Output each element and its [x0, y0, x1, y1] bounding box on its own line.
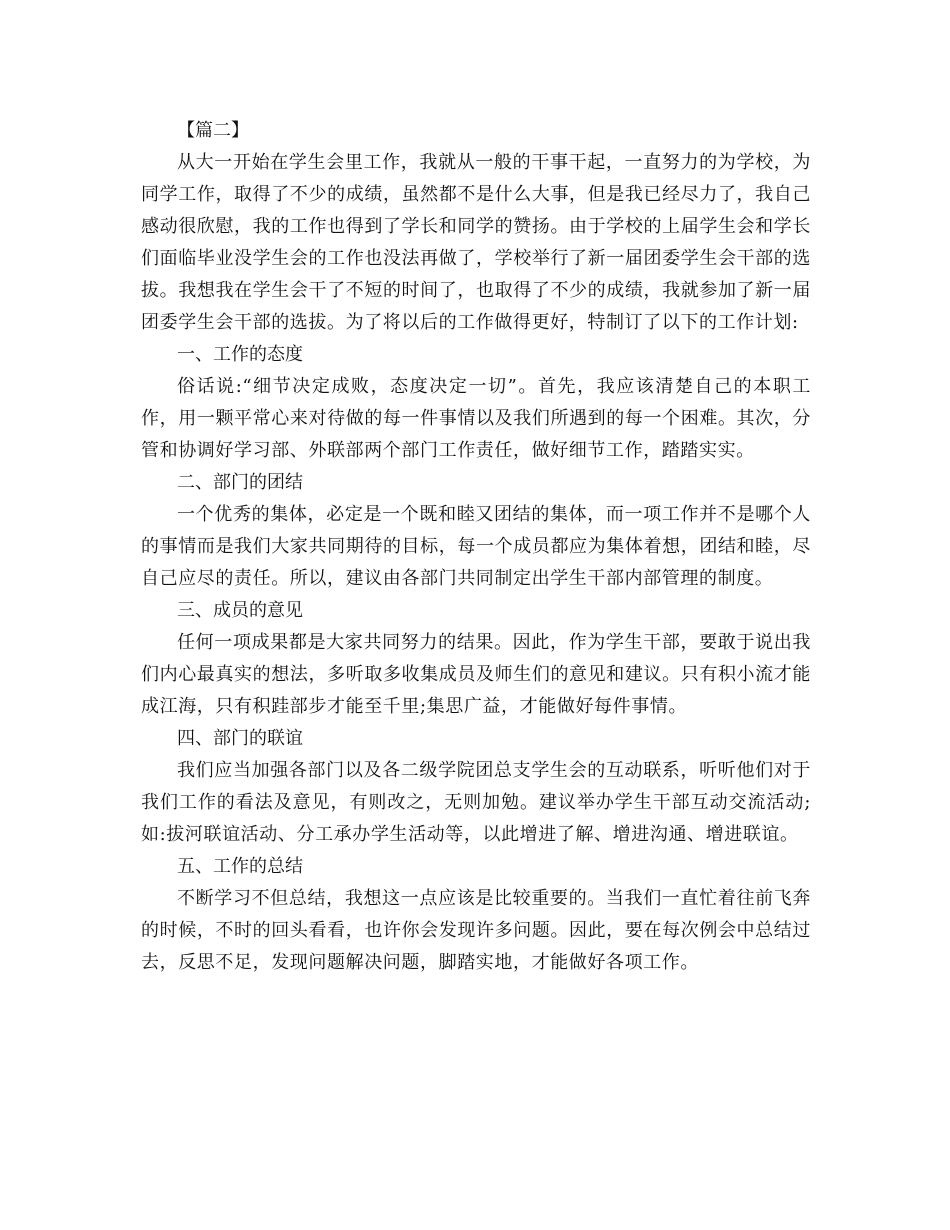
paragraph-liaison: 我们应当加强各部门以及各二级学院团总支学生会的互动联系，听听他们对于我们工作的看法及意见，有则改之，无则加勉。建议举办学生干部互动交流活动;如:拔河联谊活动、分工承办学生活动等，以此增进了解、增进沟通、增进联谊。	[141, 760, 811, 845]
heading-unity: 二、部门的团结	[177, 472, 303, 493]
document-page	[141, 115, 811, 979]
heading-opinions: 三、成员的意见	[177, 600, 303, 621]
paragraph-opinions: 任何一项成果都是大家共同努力的结果。因此，作为学生干部，要敢于说出我们内心最真实的想法，多听取多收集成员及师生们的意见和建议。只有积小流才能成江海，只有积跬部步才能至千里;集思广益，才能做好每件事情。	[141, 632, 811, 717]
paragraph-summary: 不断学习不但总结，我想这一点应该是比较重要的。当我们一直忙着往前飞奔的时候，不时的回头看看，也许你会发现许多问题。因此，要在每次例会中总结过去，反思不足，发现问题解决问题，脚踏实地，才能做好各项工作。	[141, 888, 811, 973]
section-label: 【篇二】	[177, 120, 249, 141]
intro-paragraph: 从大一开始在学生会里工作，我就从一般的干事干起，一直努力的为学校，为同学工作，取得了不少的成绩，虽然都不是什么大事，但是我已经尽力了，我自己感动很欣慰，我的工作也得到了学长和同学的赞扬。由于学校的上届学生会和学长们面临毕业没学生会的工作也没法再做了，学校举行了新一届团委学生会干部的选拔。我想我在学生会干了不短的时间了，也取得了不少的成绩，我就参加了新一届团委学生会干部的选拔。为了将以后的工作做得更好，特制订了以下的工作计划:	[141, 152, 811, 333]
heading-summary: 五、工作的总结	[177, 856, 303, 877]
heading-liaison: 四、部门的联谊	[177, 728, 303, 749]
heading-attitude: 一、工作的态度	[177, 344, 303, 365]
paragraph-attitude: 俗话说:“细节决定成败，态度决定一切”。首先，我应该清楚自己的本职工作，用一颗平常心来对待做的每一件事情以及我们所遇到的每一个困难。其次，分管和协调好学习部、外联部两个部门工作责任，做好细节工作，踏踏实实。	[141, 376, 811, 461]
paragraph-unity: 一个优秀的集体，必定是一个既和睦又团结的集体，而一项工作并不是哪个人的事情而是我们大家共同期待的目标，每一个成员都应为集体着想，团结和睦，尽自己应尽的责任。所以，建议由各部门共同制定出学生干部内部管理的制度。	[141, 504, 811, 589]
